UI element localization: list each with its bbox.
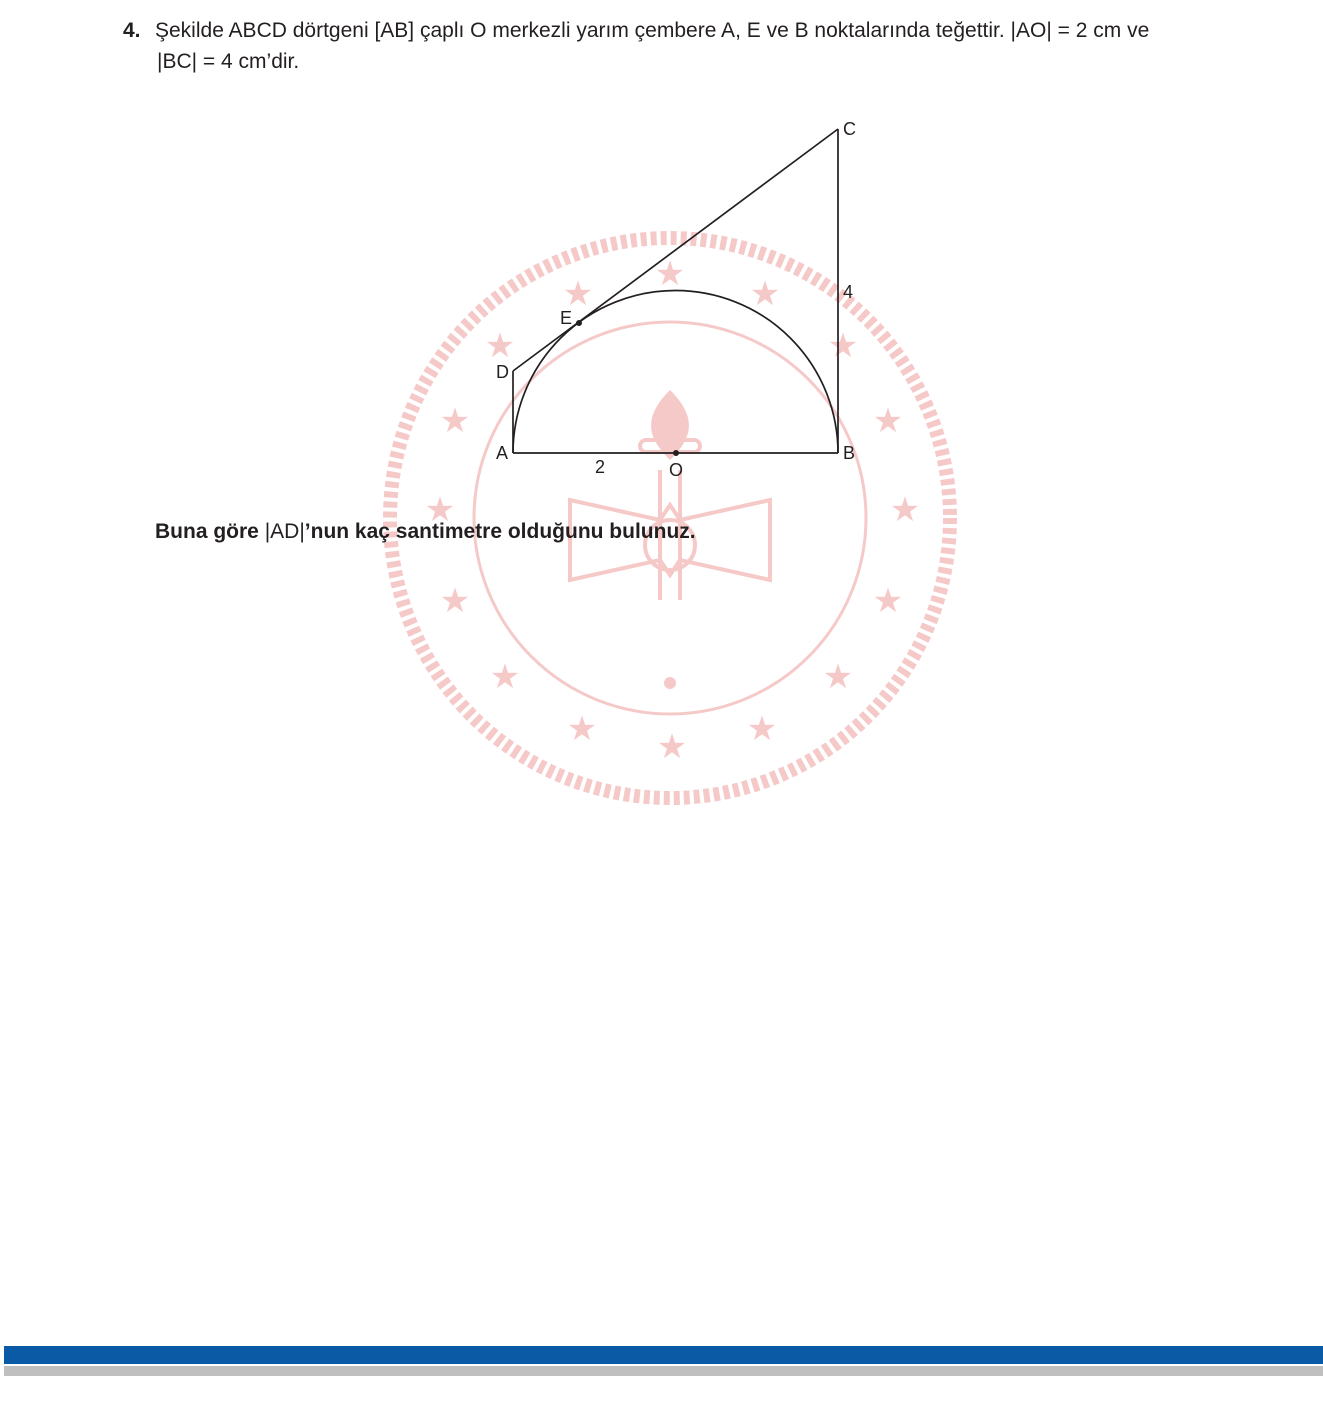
- segment-cd: [513, 129, 838, 371]
- label-o: O: [669, 460, 684, 480]
- svg-text:★: ★: [654, 255, 686, 293]
- question-part-3: ’nun kaç santimetre olduğunu bulunuz.: [304, 520, 696, 543]
- svg-text:★: ★: [872, 582, 904, 620]
- svg-text:★: ★: [566, 710, 598, 748]
- svg-text:★: ★: [827, 327, 859, 365]
- label-e: E: [560, 308, 573, 328]
- label-b: B: [843, 443, 856, 463]
- svg-text:★: ★: [489, 658, 521, 696]
- svg-text:★: ★: [746, 710, 778, 748]
- problem-line-1: Şekilde ABCD dörtgeni [AB] çaplı O merkezli yarım çembere A, E ve B noktalarında teğettir. |AO| = 2 cm ve: [155, 19, 1150, 42]
- svg-text:★: ★: [424, 491, 456, 529]
- svg-text:★: ★: [562, 275, 594, 313]
- ministry-seal-watermark: [390, 238, 950, 798]
- question-part-2: |AD|: [264, 520, 305, 543]
- svg-text:★: ★: [889, 491, 921, 529]
- question-part-1: Buna göre: [155, 520, 259, 543]
- footer-gray-band: [4, 1366, 1323, 1376]
- svg-text:★: ★: [749, 275, 781, 313]
- label-d: D: [496, 362, 509, 382]
- svg-text:★: ★: [656, 728, 688, 766]
- svg-text:★: ★: [822, 658, 854, 696]
- label-c: C: [843, 119, 856, 139]
- svg-text:★: ★: [439, 582, 471, 620]
- problem-line-2: |BC| = 4 cm’dir.: [157, 50, 300, 73]
- label-a: A: [496, 443, 509, 463]
- question-number: 4.: [123, 19, 141, 42]
- svg-text:★: ★: [872, 402, 904, 440]
- svg-text:★: ★: [439, 402, 471, 440]
- length-bc: 4: [843, 282, 854, 302]
- point-o: [673, 450, 679, 456]
- point-e: [576, 320, 582, 326]
- question-prompt: [155, 520, 696, 544]
- length-ao: 2: [595, 457, 606, 477]
- svg-text:★: ★: [484, 327, 516, 365]
- footer-blue-band: [4, 1346, 1323, 1364]
